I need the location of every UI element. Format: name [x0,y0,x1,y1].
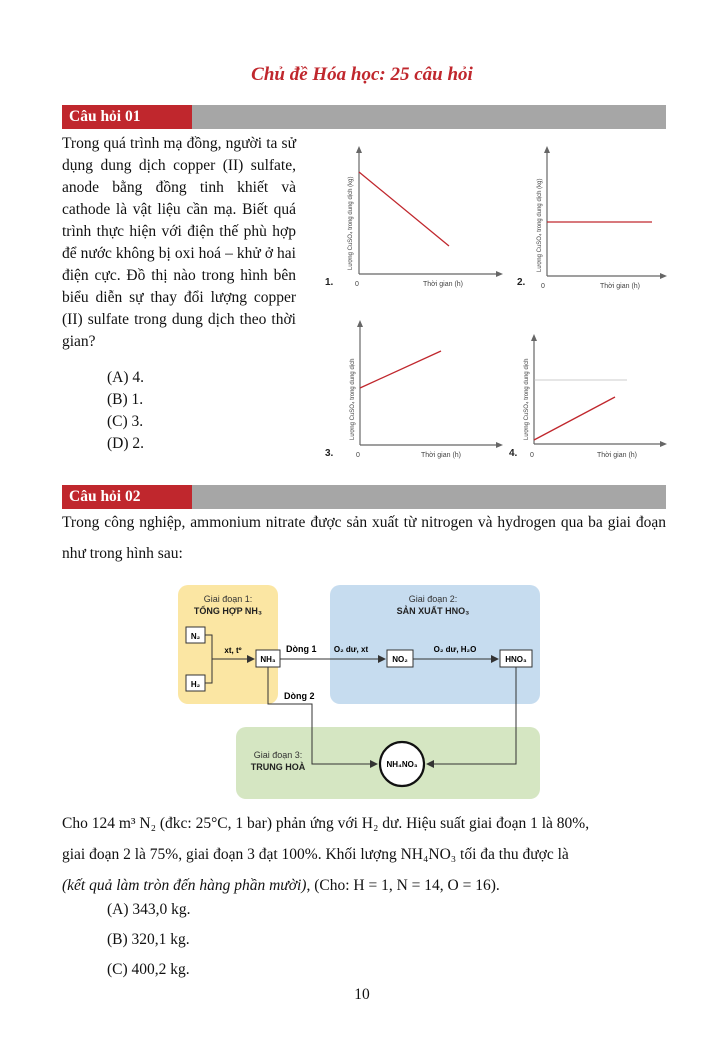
option-a: (A) 343,0 kg. [107,901,191,918]
nh3-label: NH₃ [260,655,276,664]
graph-3-xlabel: Thời gian (h) [421,452,461,459]
process-diagram [178,580,542,802]
no2-label: NO₂ [392,655,408,664]
option-b: (B) 320,1 kg. [107,931,190,948]
condition-2: O₂ dư, xt [333,645,369,654]
graph-1-ylabel: Lượng CuSO₄ trong dung dịch (kg) [348,176,354,270]
graph-2-ylabel: Lượng CuSO₄ trong dung dịch (kg) [537,178,543,272]
hno3-label: HNO₃ [505,655,527,664]
question-header-bar [62,105,666,129]
graph-1-origin: 0 [355,281,359,288]
page-title: Chủ đề Hóa học: 25 câu hỏi [251,64,473,85]
question-2-intro: Trong công nghiệp, ammonium nitrate được sản xuất từ nitrogen và hydrogen qua ba giai đoạn như trong hình sau: [62,514,666,562]
stage-1-title: Giai đoạn 1: [203,594,253,604]
question-2-line-1: Cho 124 m³ N₂ (đkc: 25°C, 1 bar) phản ứng với H₂ dư. Hiệu suất giai đoạn 1 là 80%, [62,815,590,832]
graph-2-origin: 0 [541,283,545,290]
option-a: (A) 4. [107,369,145,386]
stage-3-name: TRUNG HOÀ [250,762,306,772]
h2-label: H₂ [190,680,201,689]
graph-4-xlabel: Thời gian (h) [597,452,637,459]
option-d: (D) 2. [107,435,145,452]
option-c: (C) 400,2 kg. [107,961,190,978]
stage-1-name: TỔNG HỢP NH₃ [193,606,263,616]
stage-2-name: SẢN XUẤT HNO₃ [396,606,470,616]
n2-label: N₂ [190,632,201,641]
rounding-note: (kết quả làm tròn đến hàng phần mười) [62,877,307,894]
graph-4-origin: 0 [530,452,534,459]
question-label: Câu hỏi 02 [62,485,192,509]
graph-3-origin: 0 [356,452,360,459]
question-header-bar [62,485,666,509]
question-2-line-2: giai đoạn 2 là 75%, giai đoạn 3 đạt 100%. Khối lượng NH₄NO₃ tối đa thu được là [62,846,569,863]
option-c: (C) 3. [107,413,144,430]
stage-2-title: Giai đoạn 2: [408,594,458,604]
question-1-text: Trong quá trình mạ đồng, người ta sử dụng dung dịch copper (II) sulfate, anode bằng đồng tinh khiết và cathode là vật liệu cần mạ. Biết quá trình thực hiện với điện thế phù hợp để nước không bị oxi hoá – khử ở hai điện cực. Đồ thị nào trong hình bên biểu diễn sự thay đổi lượng copper (II) sulfate trong dung dịch theo thời gian? [62,135,296,350]
graph-3-ylabel: Lượng CuSO₄ trong dung dịch [350,358,356,440]
atomic-masses: , (Cho: H = 1, N = 14, O = 16). [306,877,500,894]
graph-4-number: 4. [509,448,518,459]
option-b: (B) 1. [107,391,144,408]
graph-3-number: 3. [325,448,334,459]
question-label: Câu hỏi 01 [62,105,192,129]
graph-1-number: 1. [325,277,334,288]
condition-3: O₂ dư, H₂O [433,645,477,654]
graph-2-xlabel: Thời gian (h) [600,283,640,290]
product-label: NH₄NO₃ [386,760,418,769]
stream-1-label: Dòng 1 [286,644,317,654]
graph-4-ylabel: Lượng CuSO₄ trong dung dịch [524,358,530,440]
stage-3-title: Giai đoạn 3: [253,750,303,760]
condition-1: xt, tº [224,646,242,655]
stream-2-label: Dòng 2 [284,691,315,701]
graph-2-number: 2. [517,277,526,288]
question-2-line-3 [62,870,666,901]
graphs-figure [303,130,668,482]
graph-1-xlabel: Thời gian (h) [423,281,463,288]
page-number: 10 [354,986,370,1003]
